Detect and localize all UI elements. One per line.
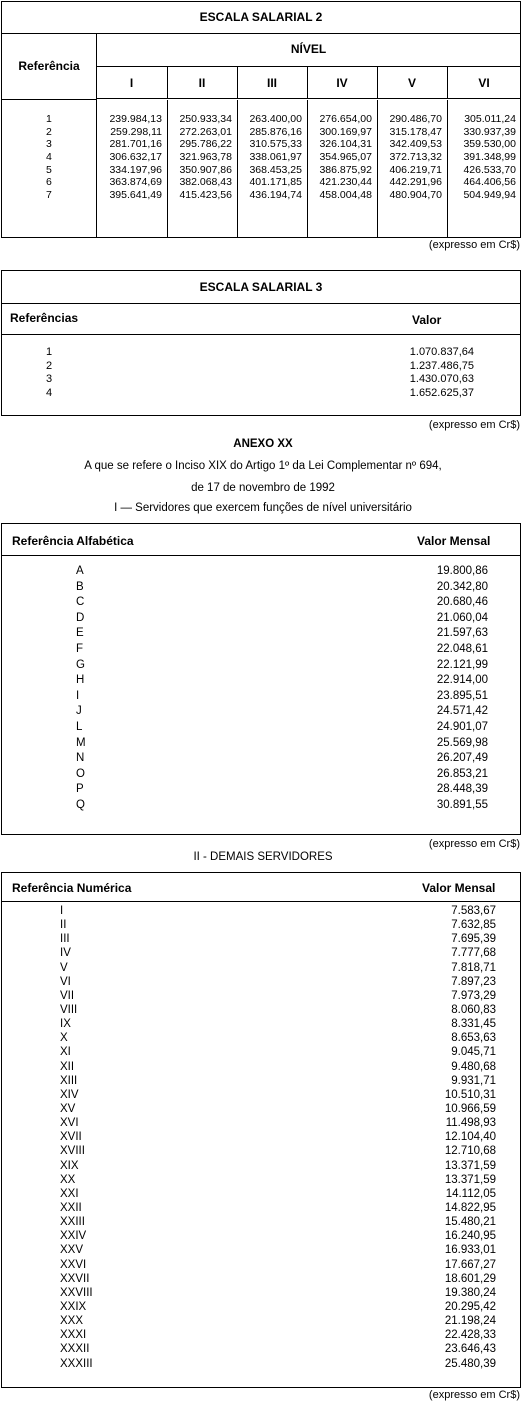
table-cell: 272.263,01 <box>179 125 232 138</box>
table-cell: 395.641,49 <box>109 189 162 202</box>
value-cell: 28.448,39 <box>436 783 488 796</box>
value-cell: 7.818,71 <box>451 961 496 974</box>
reference-cell: XXIII <box>60 1216 85 1229</box>
header-divider <box>2 334 520 335</box>
reference-cell: 3 <box>46 138 52 151</box>
table-cell: 354.965,07 <box>319 151 372 164</box>
table-cell: 368.453,25 <box>249 163 302 176</box>
table-cell: 338.061,97 <box>249 151 302 164</box>
value-cell: 26.207,49 <box>436 752 488 765</box>
value-cell: 24.901,07 <box>436 720 488 733</box>
value-cell: 9.045,71 <box>451 1046 496 1059</box>
level-column <box>377 100 448 237</box>
reference-cell: IV <box>60 947 71 960</box>
value-cell: 8.060,83 <box>451 1003 496 1016</box>
value-cell: 7.583,67 <box>451 905 496 917</box>
value-cell: 15.480,21 <box>444 1216 496 1229</box>
reference-cell: 6 <box>46 176 52 189</box>
reference-cell: L <box>76 720 83 733</box>
reference-cell: P <box>76 783 84 796</box>
column-divider <box>96 100 97 237</box>
table-cell: 250.933,34 <box>179 113 232 125</box>
table-cell: 263.400,00 <box>249 113 302 125</box>
level-column <box>447 100 521 237</box>
value-cell: 25.569,98 <box>436 736 488 749</box>
reference-cell: XX <box>60 1173 76 1186</box>
reference-cell: XVI <box>60 1117 79 1130</box>
table-cell: 406.219,71 <box>389 163 442 176</box>
table-cell: 464.406,56 <box>463 176 516 189</box>
reference-cell: XIX <box>60 1159 79 1172</box>
reference-cell: D <box>76 611 85 624</box>
table-cell: 359.530,00 <box>463 138 516 151</box>
reference-cell: 2 <box>46 359 53 372</box>
table-cell: 382.068,43 <box>179 176 232 189</box>
reference-column <box>2 113 96 202</box>
header-divider <box>2 555 520 556</box>
currency-note: (expresso em Cr$) <box>428 1389 520 1401</box>
table-cell: 290.486,70 <box>389 113 442 125</box>
value-cell: 14.822,95 <box>444 1201 496 1214</box>
table-cell: 504.949,94 <box>463 189 516 202</box>
reference-cell: 7 <box>46 189 52 202</box>
value-cell: 16.240,95 <box>444 1230 496 1243</box>
currency-note: (expresso em Cr$) <box>428 838 520 850</box>
value-cell: 7.632,85 <box>451 919 496 932</box>
value-cell: 26.853,21 <box>436 767 488 780</box>
level-header: IV <box>307 67 378 99</box>
table-cell: 239.984,13 <box>109 113 162 125</box>
value-cell: 12.104,40 <box>444 1131 496 1144</box>
level-header: II <box>167 67 238 99</box>
value-cell: 24.571,42 <box>436 705 488 718</box>
reference-cell: XIV <box>60 1088 79 1101</box>
table-cell: 334.197,96 <box>109 163 162 176</box>
reference-cell: G <box>76 658 85 671</box>
reference-cell: I <box>76 689 80 702</box>
value-cell: 13.371,59 <box>444 1159 496 1172</box>
value-header: Valor <box>412 313 442 327</box>
value-cell: 7.897,23 <box>451 975 496 988</box>
value-cell: 22.428,33 <box>444 1329 496 1342</box>
table-cell: 350.907,86 <box>179 163 232 176</box>
reference-cell: C <box>76 596 85 609</box>
table-cell: 386.875,92 <box>319 163 372 176</box>
reference-cell: 1 <box>46 346 53 358</box>
table-cell: 442.291,96 <box>389 176 442 189</box>
references-header: Referências <box>10 311 79 325</box>
table-cell: 372.713,32 <box>389 151 442 164</box>
value-cell: 19.380,24 <box>444 1286 496 1299</box>
level-column <box>307 100 378 237</box>
value-cell: 21.060,04 <box>436 611 488 624</box>
table-cell: 426.533,70 <box>463 163 516 176</box>
table-cell: 321.963,78 <box>179 151 232 164</box>
value-cell: 1.652.625,37 <box>409 386 474 399</box>
reference-column <box>60 904 93 1371</box>
anexo-line-3: I — Servidores que exercem funções de nível universitário <box>114 502 412 514</box>
reference-cell: Q <box>76 798 85 811</box>
reference-cell: XIII <box>60 1074 78 1087</box>
escala-salarial-3-table <box>1 270 521 416</box>
reference-cell: II <box>60 919 67 932</box>
table-cell: 421.230,44 <box>319 176 372 189</box>
table-cell: 480.904,70 <box>389 189 442 202</box>
section-subtitle: II - DEMAIS SERVIDORES <box>193 851 333 863</box>
level-column <box>96 100 168 237</box>
escala-salarial-2-table <box>1 1 521 238</box>
value-cell: 13.371,59 <box>444 1173 496 1186</box>
value-cell: 20.342,80 <box>436 580 488 593</box>
table-cell: 330.937,39 <box>463 125 516 138</box>
value-cell: 1.070.837,64 <box>409 346 474 358</box>
value-column <box>362 346 474 400</box>
value-cell: 19.800,86 <box>436 565 488 577</box>
value-cell: 22.048,61 <box>436 642 488 655</box>
anexo-line-1: A que se refere o Inciso XIX do Artigo 1º da Lei Complementar nº 694, <box>84 460 442 472</box>
alphabetic-reference-header: Referência Alfabética <box>12 534 134 548</box>
table-cell: 295.786,22 <box>179 138 232 151</box>
value-cell: 7.695,39 <box>451 933 496 946</box>
table-cell: 415.423,56 <box>179 189 232 202</box>
reference-cell: F <box>76 642 84 655</box>
reference-cell: 3 <box>46 373 53 385</box>
anexo-line-2: de 17 de novembro de 1992 <box>191 482 335 494</box>
value-cell: 20.295,42 <box>444 1300 496 1313</box>
reference-cell: H <box>76 674 85 687</box>
table-cell: 310.575,33 <box>249 138 302 151</box>
table-cell: 401.171,85 <box>249 176 302 189</box>
table-cell: 285.876,16 <box>249 125 302 138</box>
value-cell: 30.891,55 <box>436 798 488 811</box>
level-header: III <box>237 67 308 99</box>
reference-cell: XXVI <box>60 1258 87 1271</box>
reference-cell: XXXI <box>60 1329 87 1342</box>
value-cell: 8.653,63 <box>451 1032 496 1045</box>
table-cell: 363.874,69 <box>109 176 162 189</box>
value-cell: 21.198,24 <box>444 1315 496 1328</box>
reference-cell: XXVIII <box>60 1286 93 1299</box>
monthly-value-header: Valor Mensal <box>417 534 491 548</box>
value-cell: 20.680,46 <box>436 596 488 609</box>
reference-cell: XVII <box>60 1131 82 1144</box>
reference-cell: VII <box>60 989 75 1002</box>
reference-cell: III <box>60 933 70 946</box>
table-cell: 281.701,16 <box>109 138 162 151</box>
level-header: VI <box>447 67 521 99</box>
reference-column <box>76 564 86 814</box>
currency-note: (expresso em Cr$) <box>428 239 520 251</box>
reference-cell: XXX <box>60 1315 84 1328</box>
table-cell: 326.104,31 <box>319 138 372 151</box>
reference-cell: A <box>76 565 84 577</box>
reference-cell: X <box>60 1032 68 1045</box>
reference-cell: IX <box>60 1018 71 1031</box>
table-cell: 305.011,24 <box>464 113 516 125</box>
currency-note: (expresso em Cr$) <box>428 419 520 431</box>
reference-cell: VIII <box>60 1003 78 1016</box>
level-column <box>237 100 308 237</box>
value-cell: 18.601,29 <box>444 1272 496 1285</box>
reference-cell: 1 <box>46 113 52 125</box>
value-cell: 1.237.486,75 <box>409 359 474 372</box>
reference-cell: 4 <box>46 386 53 399</box>
value-cell: 14.112,05 <box>445 1187 496 1200</box>
nivel-header: NÍVEL <box>97 33 520 67</box>
table-cell: 315.178,47 <box>389 125 442 138</box>
reference-cell: XXI <box>60 1187 79 1200</box>
value-cell: 22.121,99 <box>436 658 488 671</box>
reference-cell: B <box>76 580 84 593</box>
value-cell: 25.480,39 <box>444 1357 496 1370</box>
reference-cell: N <box>76 752 85 765</box>
value-cell: 9.480,68 <box>451 1060 496 1073</box>
reference-column <box>46 346 52 400</box>
table-cell: 342.409,53 <box>389 138 442 151</box>
table-cell: 300.169,97 <box>319 125 372 138</box>
value-cell: 23.646,43 <box>444 1343 496 1356</box>
reference-cell: XXIV <box>60 1230 87 1243</box>
value-cell: 22.914,00 <box>436 674 488 687</box>
reference-cell: XI <box>60 1046 71 1059</box>
value-cell: 8.331,45 <box>451 1018 496 1031</box>
reference-cell: XV <box>60 1102 76 1115</box>
university-level-table <box>1 523 521 835</box>
table-title: ESCALA SALARIAL 3 <box>2 271 520 304</box>
reference-cell: 2 <box>46 125 52 138</box>
value-cell: 11.498,93 <box>445 1117 496 1130</box>
value-cell: 16.933,01 <box>444 1244 496 1257</box>
anexo-title: ANEXO XX <box>233 438 293 450</box>
reference-cell: 4 <box>46 151 52 164</box>
value-cell: 7.973,29 <box>451 989 496 1002</box>
value-cell: 9.931,71 <box>451 1074 496 1087</box>
table-title: ESCALA SALARIAL 2 <box>2 2 520 34</box>
value-cell: 21.597,63 <box>436 627 488 640</box>
reference-cell: O <box>76 767 85 780</box>
reference-header: Referência <box>2 33 97 100</box>
value-cell: 17.667,27 <box>444 1258 496 1271</box>
value-cell: 7.777,68 <box>451 947 496 960</box>
value-cell: 12.710,68 <box>444 1145 496 1158</box>
monthly-value-header: Valor Mensal <box>422 881 496 895</box>
reference-cell: E <box>76 627 84 640</box>
reference-cell: XXIX <box>60 1300 87 1313</box>
value-cell: 1.430.070,63 <box>409 373 474 385</box>
reference-cell: M <box>76 736 86 749</box>
value-column <box>402 564 488 814</box>
reference-cell: V <box>60 961 68 974</box>
value-cell: 23.895,51 <box>436 689 488 702</box>
reference-cell: XXVII <box>60 1272 90 1285</box>
value-cell: 10.510,31 <box>444 1088 496 1101</box>
table-cell: 276.654,00 <box>319 113 372 125</box>
value-column <box>422 904 496 1371</box>
table-cell: 306.632,17 <box>109 151 162 164</box>
reference-cell: XVIII <box>60 1145 85 1158</box>
reference-cell: XII <box>60 1060 75 1073</box>
reference-cell: XXV <box>60 1244 84 1257</box>
reference-cell: I <box>60 905 64 917</box>
reference-cell: XXII <box>60 1201 82 1214</box>
header-divider <box>2 901 520 902</box>
table-cell: 391.348,99 <box>463 151 516 164</box>
reference-cell: XXXII <box>60 1343 90 1356</box>
level-column <box>167 100 238 237</box>
level-header: I <box>96 67 168 99</box>
level-header: V <box>377 67 448 99</box>
value-cell: 10.966,59 <box>444 1102 496 1115</box>
reference-cell: 5 <box>46 163 52 176</box>
table-cell: 436.194,74 <box>249 189 302 202</box>
reference-cell: VI <box>60 975 71 988</box>
reference-cell: J <box>76 705 82 718</box>
other-servants-table <box>1 872 521 1388</box>
reference-cell: XXXIII <box>60 1357 93 1370</box>
numeric-reference-header: Referência Numérica <box>12 881 132 895</box>
table-cell: 259.298,11 <box>110 125 162 138</box>
table-cell: 458.004,48 <box>319 189 372 202</box>
